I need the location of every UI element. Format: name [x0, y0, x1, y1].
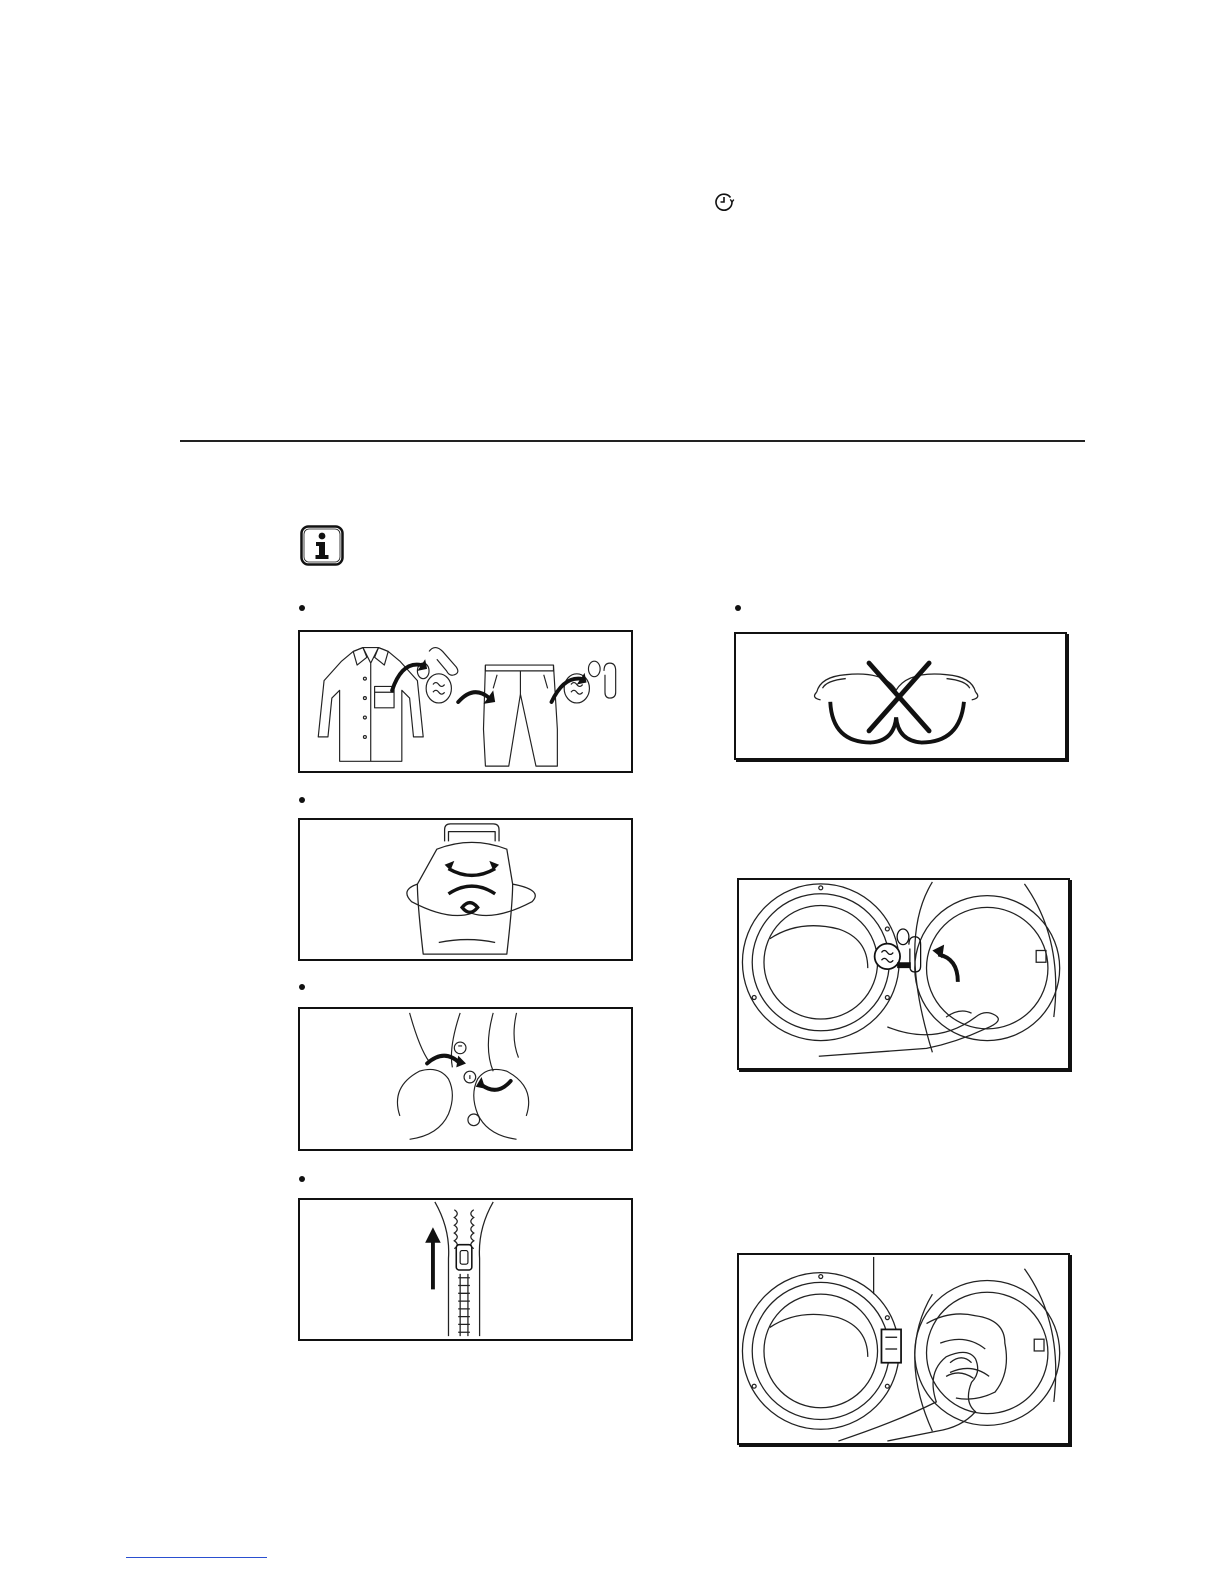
bullet-dot-icon: [299, 797, 305, 803]
bullet-dot-icon: [299, 1176, 305, 1182]
information-icon: [300, 525, 344, 566]
no-underwire-bra-illustration: [734, 632, 1067, 760]
load-laundry-illustration: [737, 1253, 1070, 1445]
check-door-seal-illustration: [737, 878, 1070, 1070]
do-up-buttons-illustration: [298, 1007, 633, 1151]
bullet-dot-icon: [735, 605, 741, 611]
tie-laces-illustration: [298, 818, 633, 961]
section-divider: [180, 440, 1085, 442]
bullet-dot-icon: [299, 984, 305, 990]
delay-timer-icon: [713, 191, 735, 213]
footer-link-underline: [126, 1557, 267, 1558]
close-zips-illustration: [298, 1198, 633, 1341]
bullet-dot-icon: [299, 605, 305, 611]
empty-pockets-illustration: [298, 630, 633, 773]
